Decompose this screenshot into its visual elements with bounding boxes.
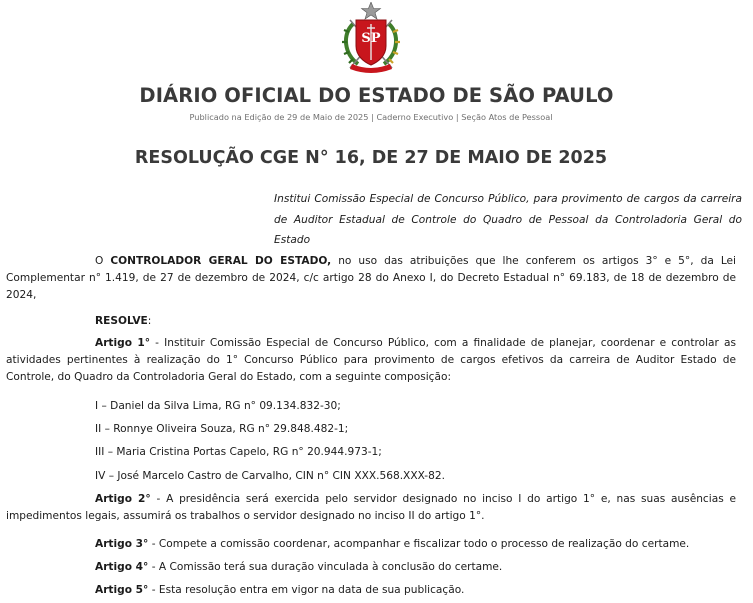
authority-name: CONTROLADOR GERAL DO ESTADO, xyxy=(110,255,332,267)
member-item: III – Maria Cristina Portas Capelo, RG n° 20.944.973-1; xyxy=(95,446,382,458)
article-3: Artigo 3° - Compete a comissão coordenar, acompanhar e fiscalizar todo o processo de realização do certame. xyxy=(95,538,690,550)
article-4: Artigo 4° - A Comissão terá sua duração vinculada à conclusão do certame. xyxy=(95,561,503,573)
article-label: Artigo 4° xyxy=(95,561,149,573)
page-title: DIÁRIO OFICIAL DO ESTADO DE SÃO PAULO xyxy=(139,84,614,107)
member-item: II – Ronnye Oliveira Souza, RG n° 29.848.482-1; xyxy=(95,423,349,435)
member-item: IV – José Marcelo Castro de Carvalho, CIN n° CIN XXX.568.XXX-82. xyxy=(95,470,445,482)
resolution-ementa: Institui Comissão Especial de Concurso Público, para provimento de cargos da carreira de Auditor Estadual de Controle do Quadro de Pessoal da Controladoria Geral do Estado xyxy=(274,193,742,246)
resolve-heading: RESOLVE: xyxy=(95,315,152,327)
preamble-paragraph: O CONTROLADOR GERAL DO ESTADO, no uso das atribuições que lhe conferem os artigos 3° e 5°, da Lei Complementar n° 1.419, de 27 de dezembro de 2024, c/c artigo 28 do Anexo I, do Decreto Estadual n° 69.183, de 18 de dezembro de 2024, xyxy=(6,255,736,301)
article-5: Artigo 5° - Esta resolução entra em vigor na data de sua publicação. xyxy=(95,584,465,596)
article-label: Artigo 3° xyxy=(95,538,149,550)
article-label: Artigo 2° xyxy=(95,493,151,505)
article-label: Artigo 5° xyxy=(95,584,149,596)
member-item: I – Daniel da Silva Lima, RG n° 09.134.832-30; xyxy=(95,400,341,412)
article-1: Artigo 1° - Instituir Comissão Especial de Concurso Público, com a finalidade de planejar, coordenar e controlar as atividades pertinentes à realização do 1° Concurso Público para provimento de cargos efetivos da carreira de Auditor Estado de Controle, do Quadro da Controladoria Geral do Estado, com a seguinte composição: xyxy=(6,337,736,383)
crest-monogram: SP xyxy=(361,31,381,46)
resolution-title: RESOLUÇÃO CGE N° 16, DE 27 DE MAIO DE 2025 xyxy=(134,148,608,168)
publication-info: Publicado na Edição de 29 de Maio de 2025 | Caderno Executivo | Seção Atos de Pessoal xyxy=(189,112,553,122)
article-2: Artigo 2° - A presidência será exercida pelo servidor designado no inciso I do artigo 1° e, nas suas ausências e impedimentos legais, assumirá os trabalhos o servidor designado no inciso II do artigo 1°. xyxy=(6,493,736,522)
crest-star xyxy=(362,2,381,19)
sao-paulo-coat-of-arms xyxy=(336,2,406,74)
article-label: Artigo 1° xyxy=(95,337,151,349)
